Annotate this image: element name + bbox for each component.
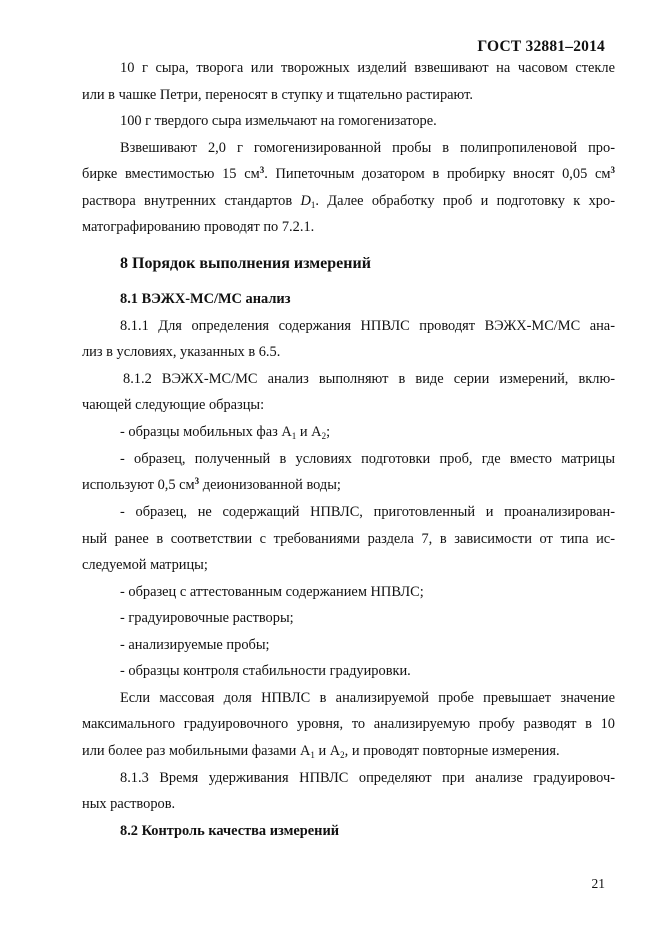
subsection-heading: 8.1 ВЭЖХ-МС/МС анализ [120,291,291,307]
paragraph-line: Взвешивают 2,0 г гомогенизированной пробы в полипропиленовой про- [120,140,615,156]
paragraph-line: 8.1.3 Время удерживания НПВЛС определяют при анализе градуировоч- [120,770,615,786]
list-item: - образец с аттестованным содержанием НПВЛС; [120,584,424,600]
list-item-line: ный ранее в соответствии с требованиями раздела 7, в зависимости от типа ис- [82,531,615,547]
list-item: - образцы контроля стабильности градуировки. [120,663,411,679]
paragraph-line: бирке вместимостью 15 $см^3$. Пипеточным дозатором в пробирку вносят 0,05 $см^3$ [82,165,615,182]
list-item: - образцы мобильных фаз $А_1$ и $А_2$; [120,424,331,441]
paragraph-line: матографированию проводят по 7.2.1. [82,219,315,235]
list-item: - градуировочные растворы; [120,610,294,626]
list-item-line: следуемой матрицы; [82,557,208,573]
paragraph-line: ных растворов. [82,796,176,812]
paragraph-line: 100 г твердого сыра измельчают на гомогенизаторе. [120,113,437,129]
paragraph-line: 8.1.2 ВЭЖХ-МС/МС анализ выполняют в виде серии измерений, вклю- [123,371,615,387]
paragraph-line: максимального градуировочного уровня, то анализируемую пробу разводят в 10 [82,716,615,732]
page-number: 21 [591,876,605,891]
list-item-line: используют 0,5 $см^3$ деионизованной воды; [82,476,341,493]
paragraph-line: или в чашке Петри, переносят в ступку и тщательно растирают. [82,87,473,103]
list-item: - образец, не содержащий НПВЛС, приготовленный и проанализирован- [120,504,615,520]
section-heading: 8 Порядок выполнения измерений [120,255,371,272]
paragraph-line: чающей следующие образцы: [82,397,265,413]
paragraph-line: или более раз мобильными фазами $А_1$ и $А_2$, и проводят повторные измерения. [82,743,560,760]
paragraph-line: лиз в условиях, указанных в 6.5. [82,344,281,360]
document-header: ГОСТ 32881–2014 [477,38,605,55]
list-item: - анализируемые пробы; [120,637,270,653]
subsection-heading: 8.2 Контроль качества измерений [120,823,340,839]
paragraph-line: Если массовая доля НПВЛС в анализируемой пробе превышает значение [120,690,615,706]
list-item: - образец, полученный в условиях подготовки проб, где вместо матрицы [120,451,615,467]
paragraph-line: 10 г сыра, творога или творожных изделий взвешивают на часовом стекле [120,60,615,76]
paragraph-line: 8.1.1 Для определения содержания НПВЛС проводят ВЭЖХ-МС/МС ана- [120,318,615,334]
paragraph-line: раствора внутренних стандартов $D_1$. Далее обработку проб и подготовку к хро- [82,193,615,210]
